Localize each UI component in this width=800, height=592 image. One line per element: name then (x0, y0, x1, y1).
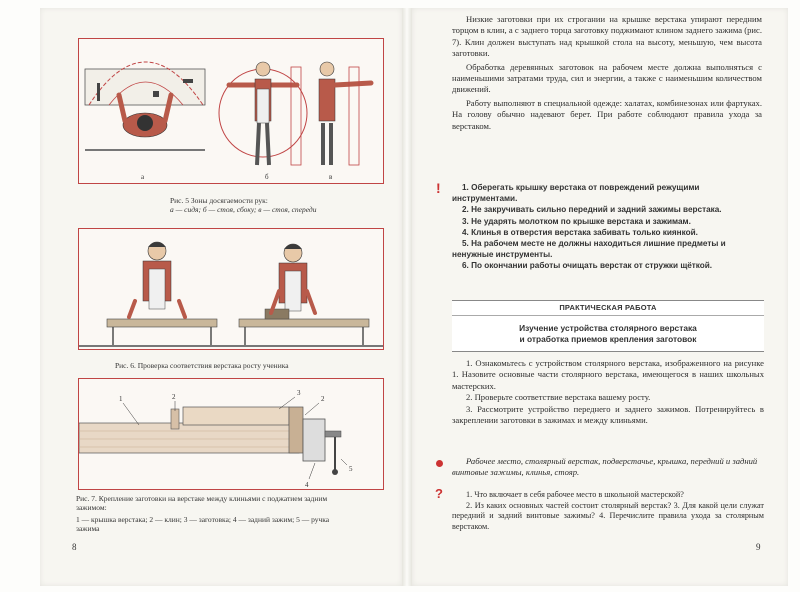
question-item: 2. Из каких основных частей состоит столярный верстак? 3. Для какой цели служат передний и задний винтовые зажимы? 4. Перечислите правила ухода за столярным верстаком. (452, 500, 764, 531)
workpiece (183, 407, 289, 425)
paragraph-2: Обработка деревянных заготовок на рабочем месте должна выполняться с наименьшими затратами труда, сил и энергии, а также с наименьшим количеством движений. (452, 61, 762, 95)
practical-work-header (452, 300, 764, 352)
student-2-hair (284, 244, 302, 249)
fig5-letter-a: а (141, 173, 145, 181)
tool-2 (153, 91, 159, 97)
fig7-callout-5: 5 (349, 465, 353, 473)
workbench-2-plane (265, 309, 289, 319)
figure-6-caption: Рис. 6. Проверка соответствия верстака росту ученика (115, 361, 289, 370)
fig7-callout-1: 1 (119, 395, 123, 403)
page-number-left: 8 (72, 542, 77, 552)
question-mark-icon: ? (435, 486, 443, 501)
figure-7-caption-legend: 1 — крышка верстака; 2 — клин; 3 — заготовка; 4 — задний зажим; 5 — ручка (76, 515, 330, 524)
practical-title-line-2: и отработка приемов крепления заготовок (519, 334, 697, 344)
workbench-1-top (107, 319, 217, 327)
figure-7-clamping (78, 378, 384, 490)
rule-item: 2. Не закручивать сильно передний и задний зажимы верстака. (462, 205, 722, 215)
fig5-letter-c: в (329, 173, 333, 181)
figure-7-caption (76, 494, 384, 533)
callout-1-leader (123, 403, 139, 425)
rear-clamp-body (303, 419, 325, 461)
figure-5-caption (170, 196, 320, 214)
workbench-top-section (79, 423, 299, 453)
keywords-bullet-icon (436, 460, 443, 467)
worker-arm-front (335, 83, 371, 85)
rule-item: 1. Оберегать крышку верстака от повреждений режущими инструментами. (452, 183, 700, 204)
floor-line-a (85, 149, 205, 151)
clamp-screw (325, 431, 341, 437)
rule-item: 6. По окончании работы очищать верстак от стружки щёткой. (462, 261, 713, 271)
worker-apron-side (257, 89, 269, 123)
rule-item: 3. Не ударять молотком по крышке верстака и зажимам. (462, 216, 691, 226)
practical-work-label: ПРАКТИЧЕСКАЯ РАБОТА (559, 303, 657, 312)
practical-divider (452, 315, 764, 316)
figure-7-caption-title: Рис. 7. Крепление заготовки на верстаке между клиньями с поджатием задним (76, 494, 328, 503)
fig7-callout-3: 3 (297, 389, 301, 397)
figure-6-drawing (79, 229, 383, 349)
page-number-right: 9 (756, 542, 761, 552)
callout-4-leader (309, 463, 315, 479)
task-item: 1. Ознакомьтесь с устройством столярного верстака, изображенного на рисунке 1. Назовите основные части столярного верстака, имеющегося в наших школьных мастерских. (452, 358, 764, 391)
practical-title-line-1: Изучение устройства столярного верстака (519, 323, 697, 333)
fig5-letter-b: б (265, 173, 269, 181)
fig7-callout-4: 4 (305, 481, 309, 489)
figure-7-caption-legend-cont: зажима (76, 524, 100, 533)
tool-3 (183, 79, 193, 83)
question-item: 1. Что включает в себя рабочее место в школьной мастерской? (466, 490, 684, 499)
practical-tasks (452, 358, 764, 426)
figure-5-reach-zones (78, 38, 384, 184)
tool-1 (97, 83, 100, 101)
worker-legs-side (257, 123, 269, 165)
desk-top-view (85, 69, 205, 105)
workbench-2-legs (245, 327, 363, 345)
practical-work-title (452, 323, 764, 345)
workbench-2-top (239, 319, 369, 327)
book-gutter (402, 8, 412, 586)
keywords: Рабочее место, столярный верстак, подверстачье, крышка, передний и задний винтовые зажимы, клинья, стояр. (452, 456, 758, 478)
rule-item: 5. На рабочем месте не должны находиться лишние предметы и ненужные инструменты. (452, 239, 726, 260)
student-2-apron (285, 271, 301, 311)
worker-head-side (256, 62, 270, 76)
worker-legs-front (323, 123, 331, 165)
student-1-apron (149, 269, 165, 309)
review-questions (452, 490, 764, 532)
figure-5-caption-legend: а — сидя; б — стоя, сбоку; в — стоя, спереди (170, 205, 317, 214)
clamp-handle-knob (332, 469, 338, 475)
workbench-1-legs (113, 327, 211, 345)
rear-clamp-block (289, 407, 303, 453)
callout-2b-leader (305, 403, 319, 415)
worker-head-top (137, 115, 153, 131)
height-post-b (291, 67, 301, 165)
task-item: 2. Проверьте соответствие верстака вашему росту. (466, 392, 651, 403)
front-wedge (171, 409, 179, 429)
paragraph-1: Низкие заготовки при их строгании на крышке верстака упирают передним торцом в клин, а с заднего торца заготовку поджимают клином заднего зажима (рис. 7). Клин должен выступать над крышкой стола на высоту, меньшую, чем высота заготовки. (452, 14, 762, 59)
paragraph-3: Работу выполняют в специальной одежде: халатах, комбинезонах или фартуках. На голову обычно надевают берет. При работе соблюдают правила ухода за верстаком. (452, 97, 762, 131)
rules-exclamation-icon: ! (436, 180, 441, 196)
figure-7-drawing (79, 379, 383, 489)
worker-head-front (320, 62, 334, 76)
floor-line-6 (79, 345, 383, 347)
figure-5-drawing (79, 39, 383, 183)
task-item: 3. Рассмотрите устройство переднего и заднего зажимов. Потренируйтесь в закреплении заготовки в зажимах и между клиньями. (452, 403, 764, 426)
fig7-callout-2: 2 (172, 393, 176, 401)
callout-5-leader (341, 459, 347, 465)
intro-paragraphs (452, 14, 762, 132)
rule-item: 4. Клинья в отверстия верстака забивать только киянкой. (462, 227, 698, 237)
student-1-hair (148, 242, 166, 247)
workbench-care-rules (452, 182, 766, 272)
figure-6-workbench-height (78, 228, 384, 350)
figure-5-caption-title: Рис. 5 Зоны досягаемости рук: (170, 196, 268, 205)
figure-7-caption-title-cont: зажимом: (76, 503, 107, 512)
fig7-callout-2b: 2 (321, 395, 325, 403)
